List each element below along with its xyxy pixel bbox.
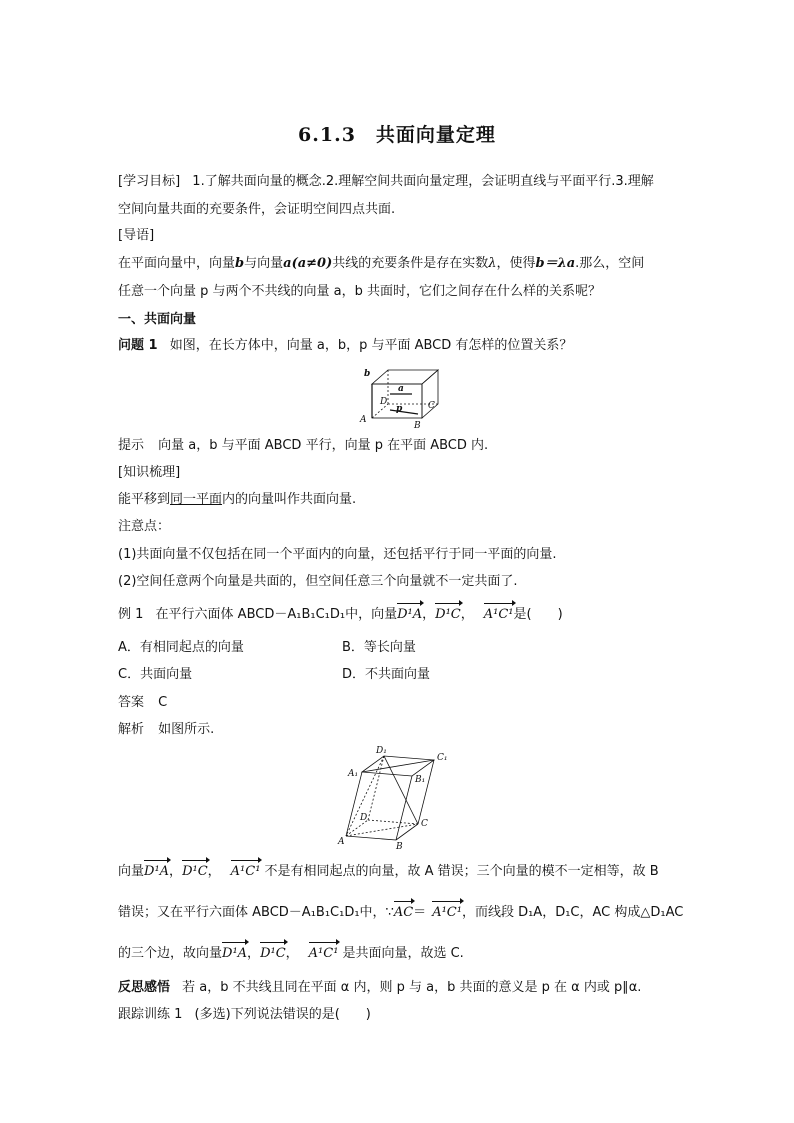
text: ，而线段 D₁A，D₁C，AC 构成△D₁AC bbox=[461, 905, 684, 920]
answer-value: C bbox=[158, 695, 168, 710]
option-A: A．有相同起点的向量 bbox=[118, 640, 244, 655]
learning-goals-line2: 空间向量共面的充要条件，会证明空间四点共面. bbox=[118, 202, 396, 217]
vector-D1A: D¹A bbox=[397, 605, 422, 625]
fig1-label-a: a bbox=[398, 384, 404, 394]
intro-text: ，使得 bbox=[496, 256, 536, 271]
intro-text: 在平面向量中，向量 bbox=[118, 256, 236, 271]
option-D: D．不共面向量 bbox=[342, 667, 431, 682]
example-1-stem: 在平行六面体 ABCD－A₁B₁C₁D₁中，向量 bbox=[155, 607, 398, 622]
separator: ， bbox=[247, 946, 261, 961]
lambda: λ bbox=[488, 256, 497, 271]
text: 不是有相同起点的向量，故 A 错误；三个向量的模不一定相等，故 B bbox=[264, 864, 659, 879]
notes-label: 注意点： bbox=[118, 519, 171, 534]
diagonal-A1C1 bbox=[362, 760, 434, 772]
vector-AC: AC bbox=[394, 903, 413, 923]
intro-line2: 任意一个向量 p 与两个不共线的向量 a，b 共面时，它们之间存在什么样的关系呢？ bbox=[118, 284, 602, 299]
cuboid-top-face bbox=[372, 370, 438, 384]
hint-text: 向量 a，b 与平面 ABCD 平行，向量 p 在平面 ABCD 内. bbox=[158, 438, 489, 453]
example-1 bbox=[118, 605, 678, 625]
fig1-label-C: C bbox=[428, 401, 435, 411]
note-1: (1)共面向量不仅包括在同一个平面内的向量，还包括平行于同一平面的向量. bbox=[118, 547, 557, 562]
answer bbox=[118, 693, 678, 713]
parallelepiped-figure bbox=[338, 746, 452, 853]
analysis-text: 如图所示. bbox=[158, 722, 215, 737]
separator: ， bbox=[460, 607, 474, 622]
diagonal-D1A bbox=[346, 756, 384, 836]
practice-label: 跟踪训练 1 bbox=[118, 1007, 183, 1022]
analysis-line-1 bbox=[118, 862, 678, 882]
hint-label: 提示 bbox=[118, 438, 145, 453]
text: 错误；又在平行六面体 ABCD－A₁B₁C₁D₁中，∵ bbox=[118, 905, 394, 920]
vector-D1A: D¹A bbox=[144, 862, 169, 882]
question-1-label: 问题 1 bbox=[118, 338, 158, 353]
option-B: B．等长向量 bbox=[342, 640, 416, 655]
vector-a-condition: (a≠0) bbox=[291, 256, 333, 271]
example-1-stem-end: 是( ) bbox=[513, 607, 563, 622]
separator: ， bbox=[207, 864, 221, 879]
answer-label: 答案 bbox=[118, 695, 145, 710]
separator: ， bbox=[422, 607, 436, 622]
vector-D1A: D¹A bbox=[222, 944, 247, 964]
learning-goals bbox=[118, 172, 678, 192]
text: 是共面向量，故选 C. bbox=[342, 946, 464, 961]
reflection-label: 反思感悟 bbox=[118, 980, 171, 995]
option-C: C．共面向量 bbox=[118, 667, 193, 682]
vector-p-arrow bbox=[390, 410, 418, 414]
intro-text: .那么，空间 bbox=[575, 256, 645, 271]
fig2-label-C: C bbox=[421, 819, 428, 829]
analysis-line-3 bbox=[118, 944, 678, 964]
cuboid-figure bbox=[360, 364, 450, 434]
separator: ， bbox=[285, 946, 299, 961]
vector-A1C1: A¹C¹ bbox=[309, 944, 339, 964]
knowledge-underline: 同一平面 bbox=[170, 492, 223, 507]
knowledge-tag: [知识梳理] bbox=[118, 465, 181, 480]
fig1-label-A: A bbox=[360, 415, 367, 425]
separator: ， bbox=[169, 864, 183, 879]
practice-text: (多选)下列说法错误的是( ) bbox=[194, 1007, 371, 1022]
fig1-label-B: B bbox=[414, 421, 421, 431]
fig2-label-A1: A₁ bbox=[348, 769, 359, 779]
reflection bbox=[118, 978, 678, 998]
fig2-label-D1: D₁ bbox=[376, 746, 387, 756]
intro-line1 bbox=[118, 254, 678, 274]
note-2: (2)空间任意两个向量是共面的，但空间任意三个向量就不一定共面了. bbox=[118, 574, 518, 589]
fig2-label-A: A bbox=[338, 837, 345, 847]
text: 向量 bbox=[118, 864, 145, 879]
intro-tag: [导语] bbox=[118, 228, 155, 243]
fig1-label-D: D bbox=[380, 397, 388, 407]
options-row-2 bbox=[118, 665, 678, 685]
options-row-1 bbox=[118, 638, 678, 658]
diagonal-AC bbox=[346, 824, 418, 836]
vector-A1C1: A¹C¹ bbox=[484, 605, 514, 625]
fig2-label-C1: C₁ bbox=[437, 753, 448, 763]
reflection-text: 若 a，b 不共线且同在平面 α 内，则 p 与 a，b 共面的意义是 p 在 α 内或 p∥α. bbox=[182, 980, 642, 995]
knowledge-text bbox=[118, 490, 678, 510]
diagonal-D1C bbox=[384, 756, 418, 824]
equation: b＝λa bbox=[535, 256, 576, 271]
vector-D1C: D¹C bbox=[435, 605, 461, 625]
fig2-label-B: B bbox=[396, 842, 403, 852]
fig2-label-B1: B₁ bbox=[415, 775, 426, 785]
analysis bbox=[118, 720, 678, 740]
page-title: 6.1.3 共面向量定理 bbox=[298, 124, 496, 146]
question-1-text: 如图，在长方体中，向量 a，b，p 与平面 ABCD 有怎样的位置关系？ bbox=[169, 338, 573, 353]
question-1 bbox=[118, 336, 678, 356]
equals: ＝ bbox=[413, 905, 427, 920]
vector-a: a bbox=[283, 256, 292, 271]
vector-D1C: D¹C bbox=[182, 862, 208, 882]
fig1-label-b: b bbox=[364, 369, 371, 379]
section-heading: 一、共面向量 bbox=[118, 312, 197, 327]
intro-text: 与向量 bbox=[244, 256, 284, 271]
analysis-label: 解析 bbox=[118, 722, 145, 737]
vector-b: b bbox=[235, 256, 245, 271]
text: 的三个边，故向量 bbox=[118, 946, 223, 961]
analysis-line-2 bbox=[118, 903, 684, 923]
knowledge-pre: 能平移到 bbox=[118, 492, 171, 507]
vector-A1C1: A¹C¹ bbox=[432, 903, 462, 923]
learning-goals-line1: 1.了解共面向量的概念.2.理解空间共面向量定理，会证明直线与平面平行.3.理解 bbox=[192, 174, 654, 189]
fig1-label-p: p bbox=[396, 404, 403, 414]
example-1-label: 例 1 bbox=[118, 607, 144, 622]
edge-AB bbox=[346, 836, 396, 840]
knowledge-post: 内的向量叫作共面向量. bbox=[222, 492, 357, 507]
vector-D1C: D¹C bbox=[260, 944, 286, 964]
vector-A1C1: A¹C¹ bbox=[231, 862, 261, 882]
intro-text: 共线的充要条件是存在实数 bbox=[332, 256, 489, 271]
hint bbox=[118, 436, 678, 456]
hidden-edge-DC bbox=[368, 820, 418, 824]
fig2-label-D: D bbox=[360, 813, 368, 823]
practice bbox=[118, 1005, 678, 1025]
learning-goals-tag: [学习目标] bbox=[118, 174, 181, 189]
